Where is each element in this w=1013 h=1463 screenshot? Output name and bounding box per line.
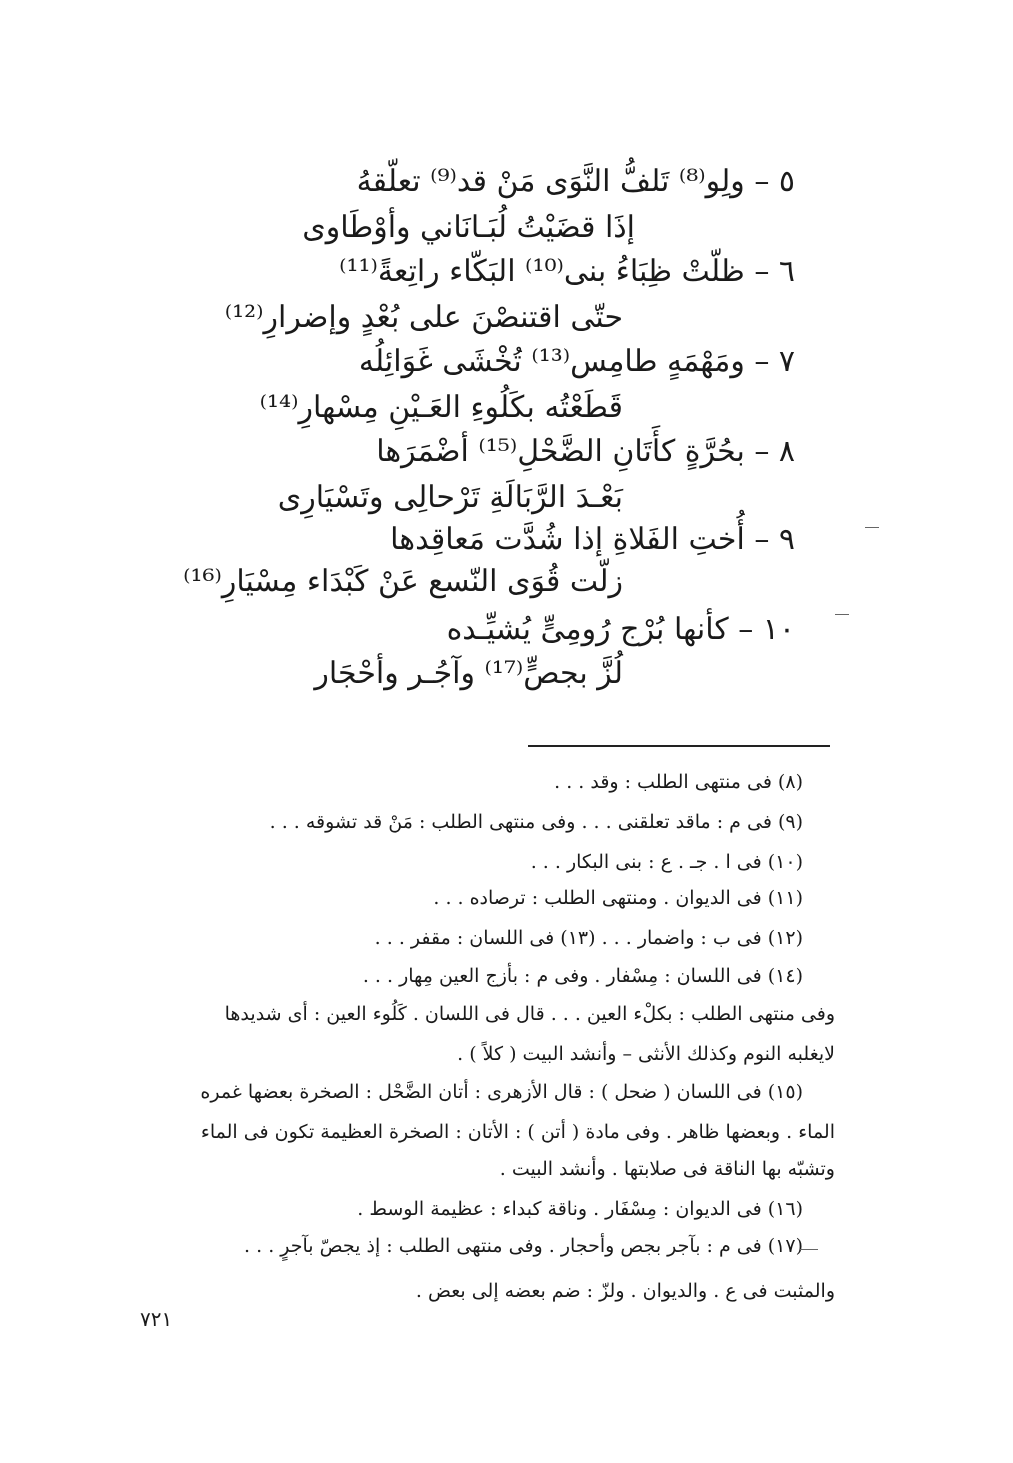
footnote-17-continued: والمثبت فى ع . والديوان . ولزّ : ضم بعضه إلى بعض .: [415, 1280, 835, 1302]
footnote-17: (١٧) فى م : بآجر بجص وأحجار . وفى منتهى الطلب : إذ يجصّ بآجرٍ . . .: [244, 1235, 803, 1257]
footnote-11: (١١) فى الديوان . ومنتهى الطلب : ترصاده . . .: [433, 887, 803, 909]
footnote-15-continued: الماء . وبعضها ظاهر . وفى مادة ( أتن ) : الأتان : الصخرة العظيمة تكون فى الماء: [200, 1121, 835, 1143]
footnote-15: (١٥) فى اللسان ( ضحل ) : قال الأزهرى : أتان الضَّحْل : الصخرة بعضها غمره: [200, 1081, 803, 1103]
margin-mark: [800, 1249, 818, 1250]
verse-9-first-hemistich: ٩ – أُختِ الفَلاةِ إذا شُدَّت مَعاقِدها: [390, 522, 795, 557]
verse-6-second-hemistich: حتّى اقتنصْنَ على بُعْدٍ وإضرارِ⁽¹²⁾: [224, 300, 623, 335]
footnote-8: (٨) فى منتهى الطلب : وقد . . .: [554, 771, 803, 793]
verse-9-second-hemistich: زلّت قُوَى النّسع عَنْ كَبْدَاء مِسْيَارِ⁽¹⁶⁾: [183, 564, 623, 599]
page-number: ٧٢١: [140, 1307, 173, 1331]
footnote-9: (٩) فى م : ماقد تعلقنى . . . وفى منتهى الطلب : مَنْ قد تشوقه . . .: [269, 811, 803, 833]
margin-mark: [835, 614, 849, 615]
footnote-12-13: (١٢) فى ب : واضمار . . . (١٣) فى اللسان : مقفر . . .: [374, 927, 803, 949]
verse-7-first-hemistich: ٧ – ومَهْمَهٍ طامِس⁽¹³⁾ تُخْشَى غَوَائِلُه: [358, 344, 795, 379]
footnote-15-continued: وتشبّه بها الناقة فى صلابتها . وأنشد البيت .: [499, 1158, 835, 1180]
footnote-separator: [528, 745, 830, 747]
verse-7-second-hemistich: قَطَعْتُه بكَلُوءِ العَـيْنِ مِسْهارِ⁽¹⁴⁾: [259, 390, 623, 425]
footnote-14-continued: وفى منتهى الطلب : بكلْء العين . . . قال فى اللسان . كَلُوء العين : أى شديدها: [224, 1003, 835, 1025]
verse-5-second-hemistich: إذَا قضَيْتُ لُبَـانَاني وأوْطَاوى: [302, 210, 635, 245]
verse-10-first-hemistich: ١٠ – كأنها بُرْج رُومِىٍّ يُشيِّـده: [446, 612, 795, 647]
verse-5-first-hemistich: ٥ – ولِو⁽⁸⁾ تَلفُّ النَّوَى مَنْ قد⁽⁹⁾ تعلّقهُ: [356, 164, 795, 199]
verse-6-first-hemistich: ٦ – ظلّتْ ظِبَاءُ بنى⁽¹⁰⁾ البَكّاء راتِعةً⁽¹¹⁾: [339, 254, 795, 289]
margin-mark: [865, 527, 879, 528]
verse-10-second-hemistich: لُزَّ بجصٍّ⁽¹⁷⁾ وآجُـر وأحْجَار: [314, 656, 623, 691]
verse-8-second-hemistich: بَعْـدَ الرَّبَالَةِ تَرْحالِى وتَسْيَارِى: [277, 480, 623, 515]
verse-8-first-hemistich: ٨ – بحُرَّةٍ كأَتَانِ الضَّحْلِ⁽¹⁵⁾ أضْمَرَها: [376, 434, 795, 469]
footnote-14-continued: لايغلبه النوم وكذلك الأنثى – وأنشد البيت ( كلاً ) .: [457, 1043, 835, 1065]
footnote-10: (١٠) فى ا . جـ . ع : بنى البكار . . .: [530, 851, 803, 873]
footnote-14: (١٤) فى اللسان : مِسْفار . وفى م : بأزج العين مِهار . . .: [362, 965, 803, 987]
footnote-16: (١٦) فى الديوان : مِسْفَار . وناقة كبداء : عظيمة الوسط .: [357, 1198, 803, 1220]
